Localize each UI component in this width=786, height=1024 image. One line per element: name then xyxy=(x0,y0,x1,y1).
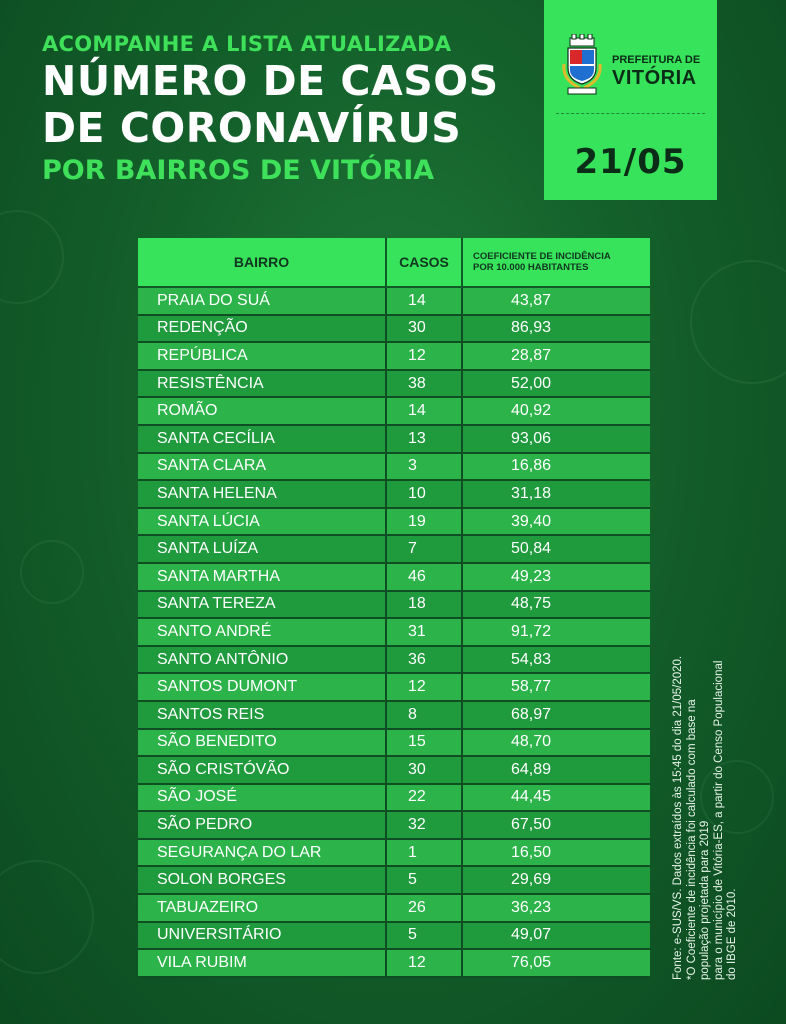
cell-casos: 13 xyxy=(386,425,462,453)
table-row xyxy=(138,342,650,370)
cell-casos: 14 xyxy=(386,287,462,315)
cell-coeficiente: 86,93 xyxy=(462,315,650,343)
cell-coeficiente: 58,77 xyxy=(462,673,650,701)
footnote-source: Fonte: e-SUS/VS. Dados extraídos às 15:45 do dia 21/05/2020. xyxy=(672,655,684,980)
cell-bairro: UNIVERSITÁRIO xyxy=(138,922,386,950)
table-row xyxy=(138,784,650,812)
cell-bairro: VILA RUBIM xyxy=(138,949,386,977)
cell-bairro: SANTA MARTHA xyxy=(138,563,386,591)
table-row xyxy=(138,591,650,619)
table-row xyxy=(138,729,650,757)
header-tagline: POR BAIRROS DE VITÓRIA xyxy=(42,155,435,186)
cell-bairro: RESISTÊNCIA xyxy=(138,370,386,398)
table-row xyxy=(138,811,650,839)
cell-casos: 46 xyxy=(386,563,462,591)
cell-bairro: SANTA CLARA xyxy=(138,453,386,481)
cell-coeficiente: 49,07 xyxy=(462,922,650,950)
table-row xyxy=(138,563,650,591)
city-label: VITÓRIA xyxy=(612,67,697,89)
cell-casos: 3 xyxy=(386,453,462,481)
cell-casos: 7 xyxy=(386,535,462,563)
cell-coeficiente: 50,84 xyxy=(462,535,650,563)
table-row xyxy=(138,508,650,536)
cell-casos: 22 xyxy=(386,784,462,812)
footnote-method: *O Coeficiente de incidência foi calculado com base na população projetada para 2019 xyxy=(685,699,711,980)
table-row xyxy=(138,480,650,508)
cell-bairro: SÃO CRISTÓVÃO xyxy=(138,756,386,784)
cell-casos: 18 xyxy=(386,591,462,619)
table-row xyxy=(138,287,650,315)
cell-coeficiente: 67,50 xyxy=(462,811,650,839)
date-badge xyxy=(544,0,717,200)
cell-bairro: SANTA LÚCIA xyxy=(138,508,386,536)
table-row xyxy=(138,453,650,481)
background-virus-icon xyxy=(690,260,786,384)
coef-header-line1: COEFICIENTE DE INCIDÊNCIA xyxy=(473,251,611,262)
cell-bairro: SÃO PEDRO xyxy=(138,811,386,839)
cell-bairro: SANTA CECÍLIA xyxy=(138,425,386,453)
table-row xyxy=(138,866,650,894)
table-row xyxy=(138,756,650,784)
cell-bairro: REDENÇÃO xyxy=(138,315,386,343)
cell-coeficiente: 44,45 xyxy=(462,784,650,812)
table-row xyxy=(138,315,650,343)
cell-bairro: SANTOS DUMONT xyxy=(138,673,386,701)
cell-casos: 19 xyxy=(386,508,462,536)
table-row xyxy=(138,646,650,674)
cell-casos: 26 xyxy=(386,894,462,922)
column-header-coeficiente xyxy=(462,238,650,287)
cell-casos: 32 xyxy=(386,811,462,839)
cell-coeficiente: 91,72 xyxy=(462,618,650,646)
source-footnote xyxy=(672,650,740,980)
prefeitura-label: PREFEITURA DE xyxy=(612,54,701,66)
cell-casos: 10 xyxy=(386,480,462,508)
cell-bairro: SANTOS REIS xyxy=(138,701,386,729)
column-header-casos: CASOS xyxy=(386,238,462,287)
header-title-line1: NÚMERO DE CASOS xyxy=(42,57,499,105)
table-header-row xyxy=(138,238,650,287)
cell-bairro: REPÚBLICA xyxy=(138,342,386,370)
cell-bairro: SÃO BENEDITO xyxy=(138,729,386,757)
cell-bairro: SANTA LUÍZA xyxy=(138,535,386,563)
cell-coeficiente: 39,40 xyxy=(462,508,650,536)
table-row xyxy=(138,922,650,950)
cell-bairro: SANTA HELENA xyxy=(138,480,386,508)
cell-coeficiente: 52,00 xyxy=(462,370,650,398)
cell-coeficiente: 28,87 xyxy=(462,342,650,370)
cell-coeficiente: 48,75 xyxy=(462,591,650,619)
cell-casos: 30 xyxy=(386,756,462,784)
cell-bairro: SANTO ANTÔNIO xyxy=(138,646,386,674)
table-row xyxy=(138,425,650,453)
cell-coeficiente: 36,23 xyxy=(462,894,650,922)
cell-coeficiente: 31,18 xyxy=(462,480,650,508)
cases-table xyxy=(138,238,650,978)
table-row xyxy=(138,701,650,729)
table-row xyxy=(138,894,650,922)
header-title-line2: DE CORONAVÍRUS xyxy=(42,104,462,152)
cell-coeficiente: 16,50 xyxy=(462,839,650,867)
cell-casos: 30 xyxy=(386,315,462,343)
cell-coeficiente: 64,89 xyxy=(462,756,650,784)
table-row xyxy=(138,949,650,977)
cell-bairro: SANTO ANDRÉ xyxy=(138,618,386,646)
cell-bairro: SANTA TEREZA xyxy=(138,591,386,619)
cell-casos: 5 xyxy=(386,866,462,894)
badge-divider xyxy=(556,113,705,114)
header-subtitle: ACOMPANHE A LISTA ATUALIZADA xyxy=(42,32,452,56)
cell-casos: 15 xyxy=(386,729,462,757)
table-row xyxy=(138,673,650,701)
cell-casos: 12 xyxy=(386,673,462,701)
cell-coeficiente: 40,92 xyxy=(462,397,650,425)
cell-coeficiente: 93,06 xyxy=(462,425,650,453)
cell-bairro: ROMÃO xyxy=(138,397,386,425)
cell-bairro: TABUAZEIRO xyxy=(138,894,386,922)
header xyxy=(42,30,512,188)
prefeitura-logo xyxy=(562,34,707,104)
cell-bairro: SÃO JOSÉ xyxy=(138,784,386,812)
coef-header-line2: POR 10.000 HABITANTES xyxy=(473,262,589,273)
cell-casos: 38 xyxy=(386,370,462,398)
background-virus-icon xyxy=(20,540,84,604)
cell-coeficiente: 68,97 xyxy=(462,701,650,729)
cell-casos: 8 xyxy=(386,701,462,729)
cell-bairro: PRAIA DO SUÁ xyxy=(138,287,386,315)
cell-casos: 5 xyxy=(386,922,462,950)
table-row xyxy=(138,839,650,867)
background-virus-icon xyxy=(0,860,94,974)
table-row xyxy=(138,370,650,398)
cell-coeficiente: 76,05 xyxy=(462,949,650,977)
column-header-bairro: BAIRRO xyxy=(138,238,386,287)
cell-bairro: SEGURANÇA DO LAR xyxy=(138,839,386,867)
coat-of-arms-icon xyxy=(562,34,602,98)
cell-bairro: SOLON BORGES xyxy=(138,866,386,894)
background-virus-icon xyxy=(0,210,64,304)
cell-casos: 31 xyxy=(386,618,462,646)
cell-casos: 36 xyxy=(386,646,462,674)
cell-coeficiente: 48,70 xyxy=(462,729,650,757)
cell-casos: 1 xyxy=(386,839,462,867)
table-row xyxy=(138,618,650,646)
table-row xyxy=(138,397,650,425)
cell-coeficiente: 49,23 xyxy=(462,563,650,591)
cell-coeficiente: 43,87 xyxy=(462,287,650,315)
footnote-census: para o município de Vitória-ES, a partir do Censo Populacional do IBGE de 2010. xyxy=(712,660,738,980)
cell-casos: 14 xyxy=(386,397,462,425)
table-row xyxy=(138,535,650,563)
cell-coeficiente: 54,83 xyxy=(462,646,650,674)
cell-casos: 12 xyxy=(386,949,462,977)
cell-coeficiente: 29,69 xyxy=(462,866,650,894)
cell-coeficiente: 16,86 xyxy=(462,453,650,481)
cell-casos: 12 xyxy=(386,342,462,370)
report-date: 21/05 xyxy=(574,142,687,182)
